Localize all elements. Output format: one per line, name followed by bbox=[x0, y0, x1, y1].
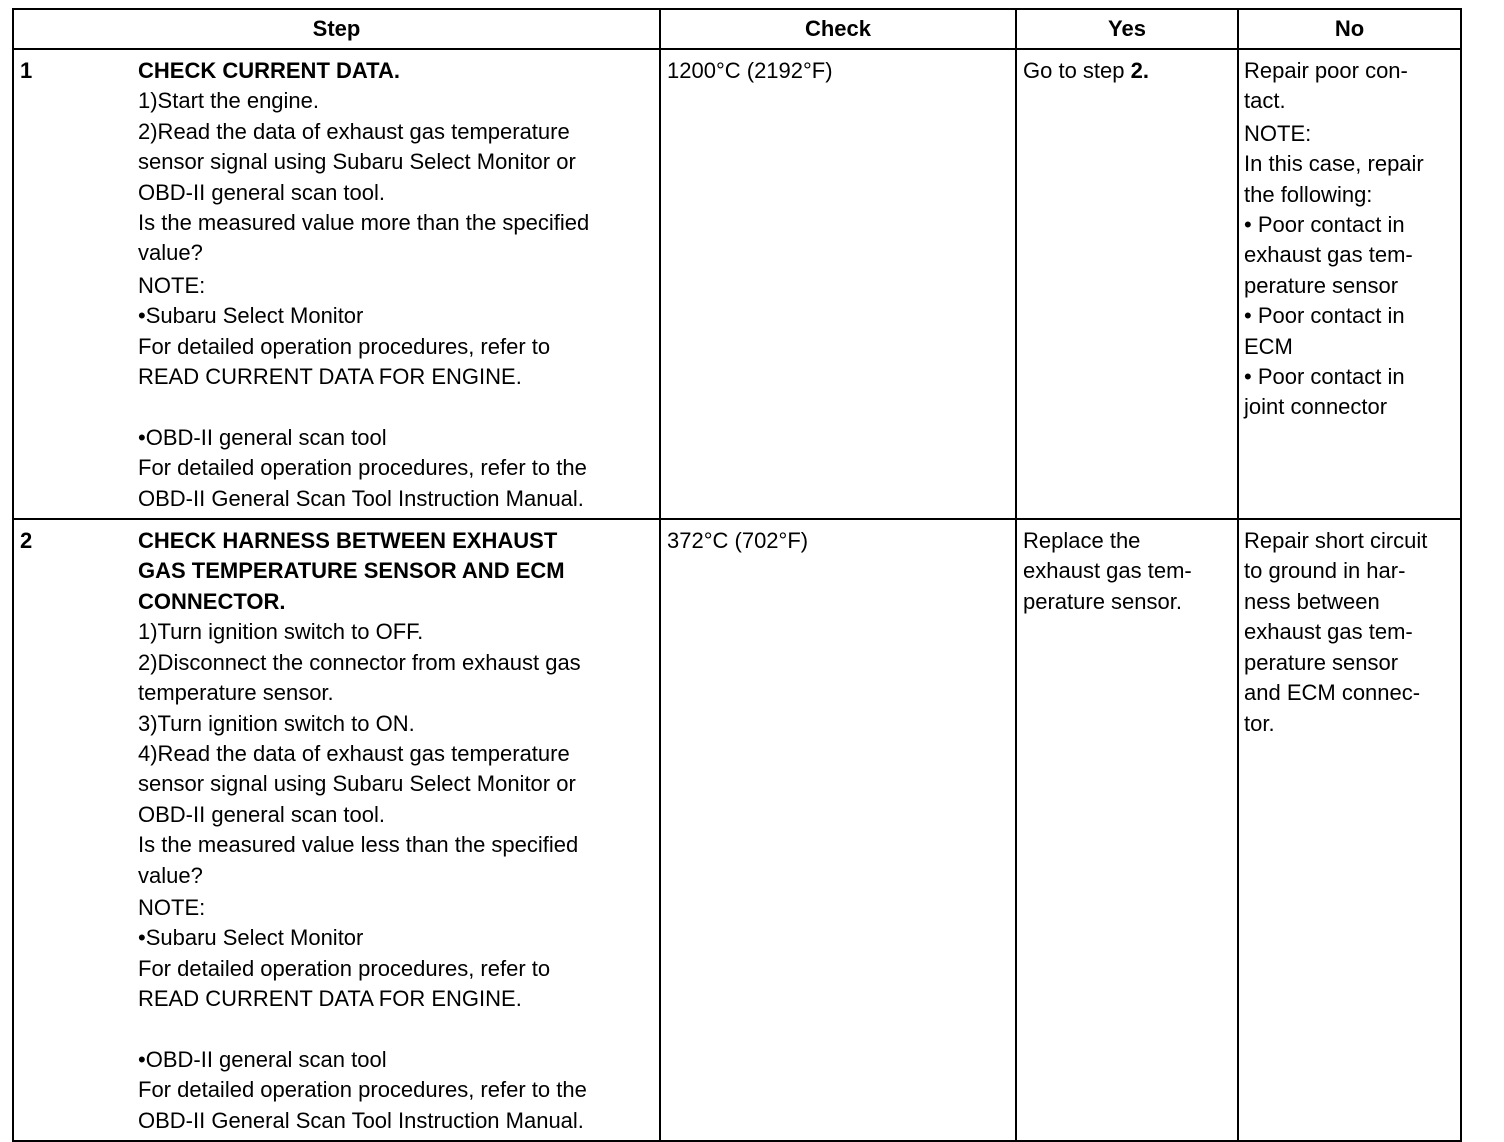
instruction-line: 2)Disconnect the connector from exhaust gas bbox=[138, 649, 581, 675]
no-line: exhaust gas tem- bbox=[1244, 619, 1413, 645]
table-row bbox=[13, 519, 1461, 1141]
instruction-line: value? bbox=[138, 240, 203, 266]
step-title: GAS TEMPERATURE SENSOR AND ECM bbox=[138, 558, 565, 584]
no-line: tor. bbox=[1244, 710, 1275, 736]
step-body bbox=[14, 50, 659, 518]
yes-step-ref: 2. bbox=[1130, 58, 1149, 83]
no-line: ness between bbox=[1244, 588, 1380, 614]
step-title: CHECK HARNESS BETWEEN EXHAUST bbox=[138, 528, 558, 554]
table-header-row bbox=[13, 9, 1461, 49]
no-note-line: the following: bbox=[1244, 181, 1373, 207]
instruction-line: 4)Read the data of exhaust gas temperature bbox=[138, 740, 570, 766]
instruction-line: 1)Turn ignition switch to OFF. bbox=[138, 619, 424, 645]
note-line: For detailed operation procedures, refer to bbox=[138, 955, 551, 981]
table-row bbox=[13, 49, 1461, 519]
no-bullet-line: • Poor contact in bbox=[1244, 364, 1405, 390]
header-step: Step bbox=[13, 9, 660, 49]
yes-line: Replace the bbox=[1023, 528, 1141, 554]
no-line: to ground in har- bbox=[1244, 558, 1406, 584]
no-bullet-line: exhaust gas tem- bbox=[1244, 242, 1413, 268]
note-label: NOTE: bbox=[138, 894, 206, 920]
yes-prefix: Go to step bbox=[1023, 58, 1131, 83]
instruction-line: 2)Read the data of exhaust gas temperature bbox=[138, 118, 570, 144]
spacer bbox=[138, 392, 653, 422]
instruction-line: Is the measured value less than the specified bbox=[138, 832, 579, 858]
note-line: •OBD-II general scan tool bbox=[138, 1046, 387, 1072]
step-title: CONNECTOR. bbox=[138, 588, 286, 614]
step-number: 1 bbox=[20, 58, 33, 83]
no-bullet-line: • Poor contact in bbox=[1244, 212, 1405, 238]
check-value: 1200°C (2192°F) bbox=[667, 58, 833, 83]
note-line: For detailed operation procedures, refer to bbox=[138, 333, 551, 359]
note-line: •Subaru Select Monitor bbox=[138, 925, 364, 951]
note-line: OBD-II General Scan Tool Instruction Manual. bbox=[138, 1107, 584, 1133]
no-note-label: NOTE: bbox=[1244, 120, 1312, 146]
note-line: •Subaru Select Monitor bbox=[138, 303, 364, 329]
instruction-line: value? bbox=[138, 862, 203, 888]
instruction-line: 3)Turn ignition switch to ON. bbox=[138, 710, 415, 736]
yes-cell bbox=[1016, 49, 1238, 519]
no-bullet-line: perature sensor bbox=[1244, 272, 1399, 298]
no-line: perature sensor bbox=[1244, 649, 1399, 675]
header-no: No bbox=[1238, 9, 1461, 49]
note-line: READ CURRENT DATA FOR ENGINE. bbox=[138, 986, 522, 1012]
note-line: OBD-II General Scan Tool Instruction Manual. bbox=[138, 485, 584, 511]
instruction-line: temperature sensor. bbox=[138, 680, 334, 706]
no-line: Repair short circuit bbox=[1244, 528, 1428, 554]
header-check: Check bbox=[660, 9, 1016, 49]
spacer bbox=[138, 1015, 653, 1045]
no-line: Repair poor con- bbox=[1244, 58, 1408, 83]
no-cell bbox=[1238, 519, 1461, 1141]
check-value: 372°C (702°F) bbox=[667, 528, 809, 554]
no-cell bbox=[1238, 49, 1461, 519]
yes-cell bbox=[1016, 519, 1238, 1141]
no-line: tact. bbox=[1244, 88, 1286, 114]
no-line: and ECM connec- bbox=[1244, 680, 1421, 706]
step-number: 2 bbox=[20, 528, 33, 554]
no-bullet-line: joint connector bbox=[1244, 394, 1388, 420]
diagnostic-table bbox=[12, 8, 1462, 1142]
check-cell bbox=[660, 49, 1016, 519]
no-bullet-line: ECM bbox=[1244, 333, 1293, 359]
instruction-line: sensor signal using Subaru Select Monitor or bbox=[138, 149, 576, 175]
instruction-line: sensor signal using Subaru Select Monitor or bbox=[138, 771, 576, 797]
no-bullet-line: • Poor contact in bbox=[1244, 303, 1405, 329]
note-line: For detailed operation procedures, refer to the bbox=[138, 1077, 587, 1103]
step-cell bbox=[13, 49, 660, 519]
header-yes: Yes bbox=[1016, 9, 1238, 49]
no-note-line: In this case, repair bbox=[1244, 151, 1424, 177]
instruction-line: OBD-II general scan tool. bbox=[138, 179, 386, 205]
instruction-line: 1)Start the engine. bbox=[138, 88, 320, 114]
step-title: CHECK CURRENT DATA. bbox=[138, 58, 400, 83]
instruction-line: OBD-II general scan tool. bbox=[138, 801, 386, 827]
check-cell bbox=[660, 519, 1016, 1141]
note-label: NOTE: bbox=[138, 272, 206, 298]
step-body bbox=[14, 520, 659, 1140]
note-line: READ CURRENT DATA FOR ENGINE. bbox=[138, 364, 522, 390]
yes-line: perature sensor. bbox=[1023, 588, 1182, 614]
yes-line: exhaust gas tem- bbox=[1023, 558, 1192, 584]
note-line: •OBD-II general scan tool bbox=[138, 424, 387, 450]
step-cell bbox=[13, 519, 660, 1141]
instruction-line: Is the measured value more than the specified bbox=[138, 210, 590, 236]
note-line: For detailed operation procedures, refer to the bbox=[138, 455, 587, 481]
yes-text bbox=[1023, 56, 1231, 86]
